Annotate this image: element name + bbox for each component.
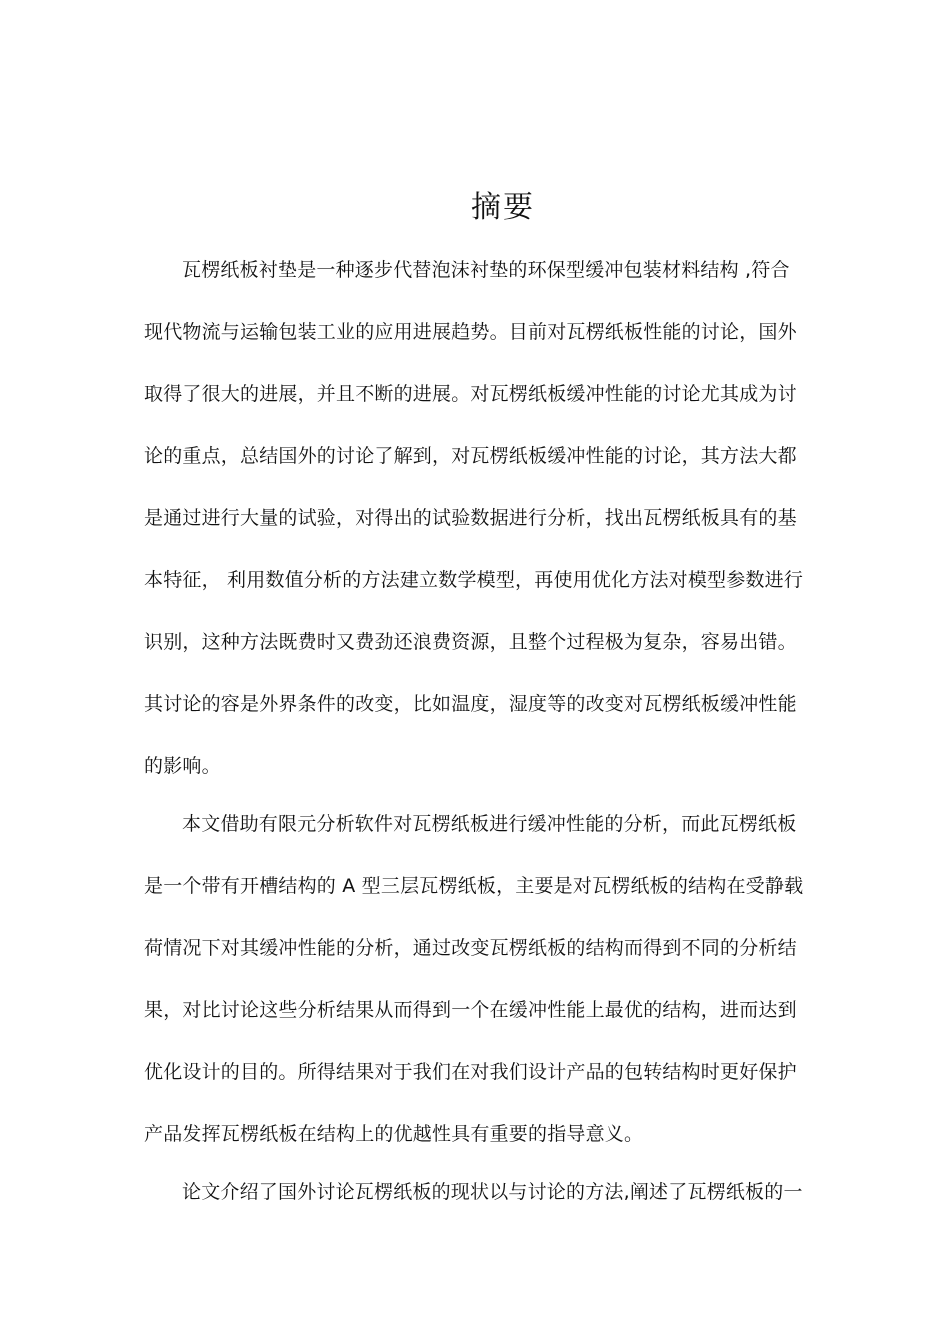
paragraph-line: 本特征， 利用数值分析的方法建立数学模型，再使用优化方法对模型参数进行 <box>144 569 804 591</box>
paragraph-line: 本文借助有限元分析软件对瓦楞纸板进行缓冲性能的分析，而此瓦楞纸板 <box>182 813 797 835</box>
paragraph-line: 论文介绍了国外讨论瓦楞纸板的现状以与讨论的方法,阐述了瓦楞纸板的一 <box>182 1181 803 1203</box>
paragraph-line: 优化设计的目的。所得结果对于我们在对我们设计产品的包转结构时更好保护 <box>144 1061 797 1083</box>
paragraph-line: 是一个带有开槽结构的 A 型三层瓦楞纸板，主要是对瓦楞纸板的结构在受静载 <box>144 875 804 897</box>
paragraph-line: 瓦楞纸板衬垫是一种逐步代替泡沫衬垫的环保型缓冲包装材料结构 ,符合 <box>182 259 790 281</box>
paragraph-line: 产品发挥瓦楞纸板在结构上的优越性具有重要的指导意义。 <box>144 1123 644 1145</box>
paragraph-line: 识别，这种方法既费时又费劲还浪费资源，且整个过程极为复杂，容易出错。 <box>144 631 797 653</box>
paragraph-line: 的影响。 <box>144 755 221 777</box>
paragraph-line: 现代物流与运输包装工业的应用进展趋势。目前对瓦楞纸板性能的讨论，国外 <box>144 321 797 343</box>
paragraph-line: 取得了很大的进展，并且不断的进展。对瓦楞纸板缓冲性能的讨论尤其成为讨 <box>144 383 797 405</box>
paragraph-line: 果，对比讨论这些分析结果从而得到一个在缓冲性能上最优的结构，进而达到 <box>144 999 797 1021</box>
page-title: 摘要 <box>471 190 535 225</box>
paragraph-line: 论的重点，总结国外的讨论了解到，对瓦楞纸板缓冲性能的讨论，其方法大都 <box>144 445 797 467</box>
paragraph-line: 是通过进行大量的试验，对得出的试验数据进行分析，找出瓦楞纸板具有的基 <box>144 507 797 529</box>
paragraph-line: 荷情况下对其缓冲性能的分析，通过改变瓦楞纸板的结构而得到不同的分析结 <box>144 937 797 959</box>
paragraph-line: 其讨论的容是外界条件的改变，比如温度，湿度等的改变对瓦楞纸板缓冲性能 <box>144 693 797 715</box>
